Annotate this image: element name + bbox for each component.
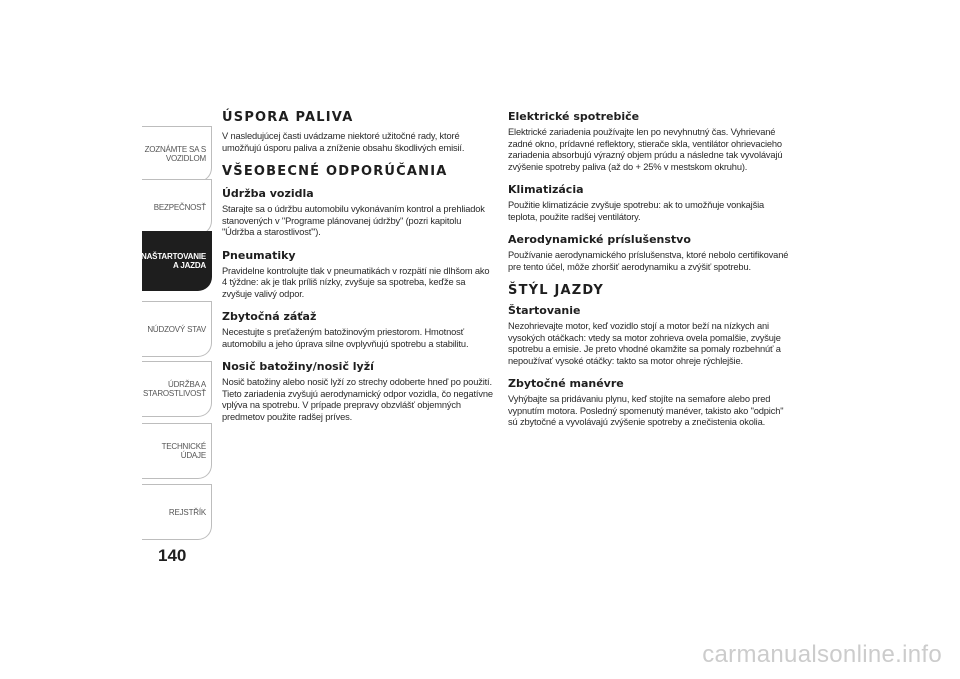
watermark: carmanualsonline.info — [702, 641, 942, 668]
tab-label: TECHNICKÉ ÚDAJE — [161, 442, 206, 460]
intro-paragraph: V nasledujúcej časti uvádzame niektoré užitočné rady, ktoré umožňujú úsporu paliva a zníženie obsahu škodlivých emisií. — [222, 131, 465, 153]
heading-ac: Klimatizácia — [508, 183, 584, 196]
tab-label: BEZPEČNOSŤ — [153, 202, 206, 212]
paragraph-ac: Použitie klimatizácie zvyšuje spotrebu: ak to umožňuje vonkajšia teplota, použite radšej ventilátory. — [508, 200, 765, 222]
tab-bezpecnost[interactable] — [142, 179, 212, 235]
paragraph-starting: Nezohrievajte motor, keď vozidlo stojí a motor beží na nízkych ani vysokých otáčkach: vtedy sa motor zohrieva ovela pomalšie, zvyšuje spotrebu a emisie. Je preto vhodné okamžite sa pomaly rozbehnúť a nepoužívať vysoké otáčky: takto sa motor ohreje rýchlejšie. — [508, 321, 781, 366]
page-number: 140 — [158, 546, 187, 565]
tab-label: ÚDRŽBA A STAROSTLIVOSŤ — [142, 380, 206, 398]
paragraph-load: Necestujte s preťaženým batožinovým priestorom. Hmotnosť automobilu a jeho úprava silne ovplyvňujú spotrebu a stabilitu. — [222, 327, 469, 349]
heading-aero: Aerodynamické príslušenstvo — [508, 233, 691, 246]
paragraph-tyres: Pravidelne kontrolujte tlak v pneumatikách v rozpätí nie dlhšom ako 4 týždne: ak je tlak príliš nízky, zvyšuje sa spotreba, keďže sa zvyšuje valivý odpor. — [222, 265, 490, 299]
heading-roof-rack: Nosič batožiny/nosič lyží — [222, 360, 374, 373]
heading-load: Zbytočná záťaž — [222, 310, 317, 323]
tab-technicke-udaje[interactable] — [142, 423, 212, 479]
paragraph-aero: Používanie aerodynamického príslušenstva, ktoré nebolo certifikované pre tento účel, môže zhoršiť aerodynamiku a zvýšiť spotrebu. — [508, 250, 789, 272]
tab-zoznamte-sa[interactable] — [142, 126, 212, 182]
heading-maintenance: Údržba vozidla — [222, 187, 314, 200]
tab-rejstrik[interactable] — [142, 484, 212, 540]
subsection-title: VŠEOBECNÉ ODPORÚČANIA — [222, 164, 448, 179]
paragraph-useless: Vyhýbajte sa pridávaniu plynu, keď stojíte na semafore alebo pred vypnutím motora. Posledný spomenutý manéver, takisto ako "odpich" sú zbytočné a vyvolávajú zvýšenie spotreby a znečistenia okolia. — [508, 394, 784, 427]
paragraph-electric: Elektrické zariadenia používajte len po nevyhnutný čas. Vyhrievané zadné okno, prídavné reflektory, stierače skla, ventilátor ohrievacieho zariadenia absorbujú výrazný objem prúdu a následne tak vyvolávajú zvýšenie spotreby paliva (až do + 25% v mestskom okruhu). — [508, 127, 783, 172]
tab-label: NAŠTARTOVANIE A JAZDA — [141, 252, 206, 270]
heading-tyres: Pneumatiky — [222, 248, 296, 262]
right-column — [508, 110, 790, 439]
subsection-title: ŠTÝL JAZDY — [508, 283, 605, 298]
paragraph-maintenance: Starajte sa o údržbu automobilu vykonávaním kontrol a prehliadok stanovených v "Programe plánovanej údržby" (pozri kapitolu "Údržba a starostlivosť"). — [222, 204, 485, 237]
heading-useless: Zbytočné manévre — [508, 377, 624, 390]
tab-nastartovanie-a-jazda[interactable] — [142, 231, 212, 291]
section-title: ÚSPORA PALIVA — [222, 110, 354, 125]
heading-starting: Štartovanie — [508, 304, 581, 317]
tab-udrzba[interactable] — [142, 361, 212, 417]
paragraph-roof-rack: Nosič batožiny alebo nosič lyží zo strechy odoberte hneď po použití. Tieto zariadenia zvyšujú aerodynamický odpor vozidla, čo negatívne vplýva na spotrebu. V prípade prepravy obzvlášť objemných predmetov použite radšej príves. — [222, 377, 493, 422]
tab-label: REJSTŘÍK — [168, 507, 206, 517]
heading-electric: Elektrické spotrebiče — [508, 110, 640, 123]
left-column — [222, 110, 494, 433]
tab-nudzovy-stav[interactable] — [142, 301, 212, 357]
tab-label: NÚDZOVÝ STAV — [147, 324, 206, 334]
tab-label: ZOZNÁMTE SA S VOZIDLOM — [144, 145, 206, 163]
